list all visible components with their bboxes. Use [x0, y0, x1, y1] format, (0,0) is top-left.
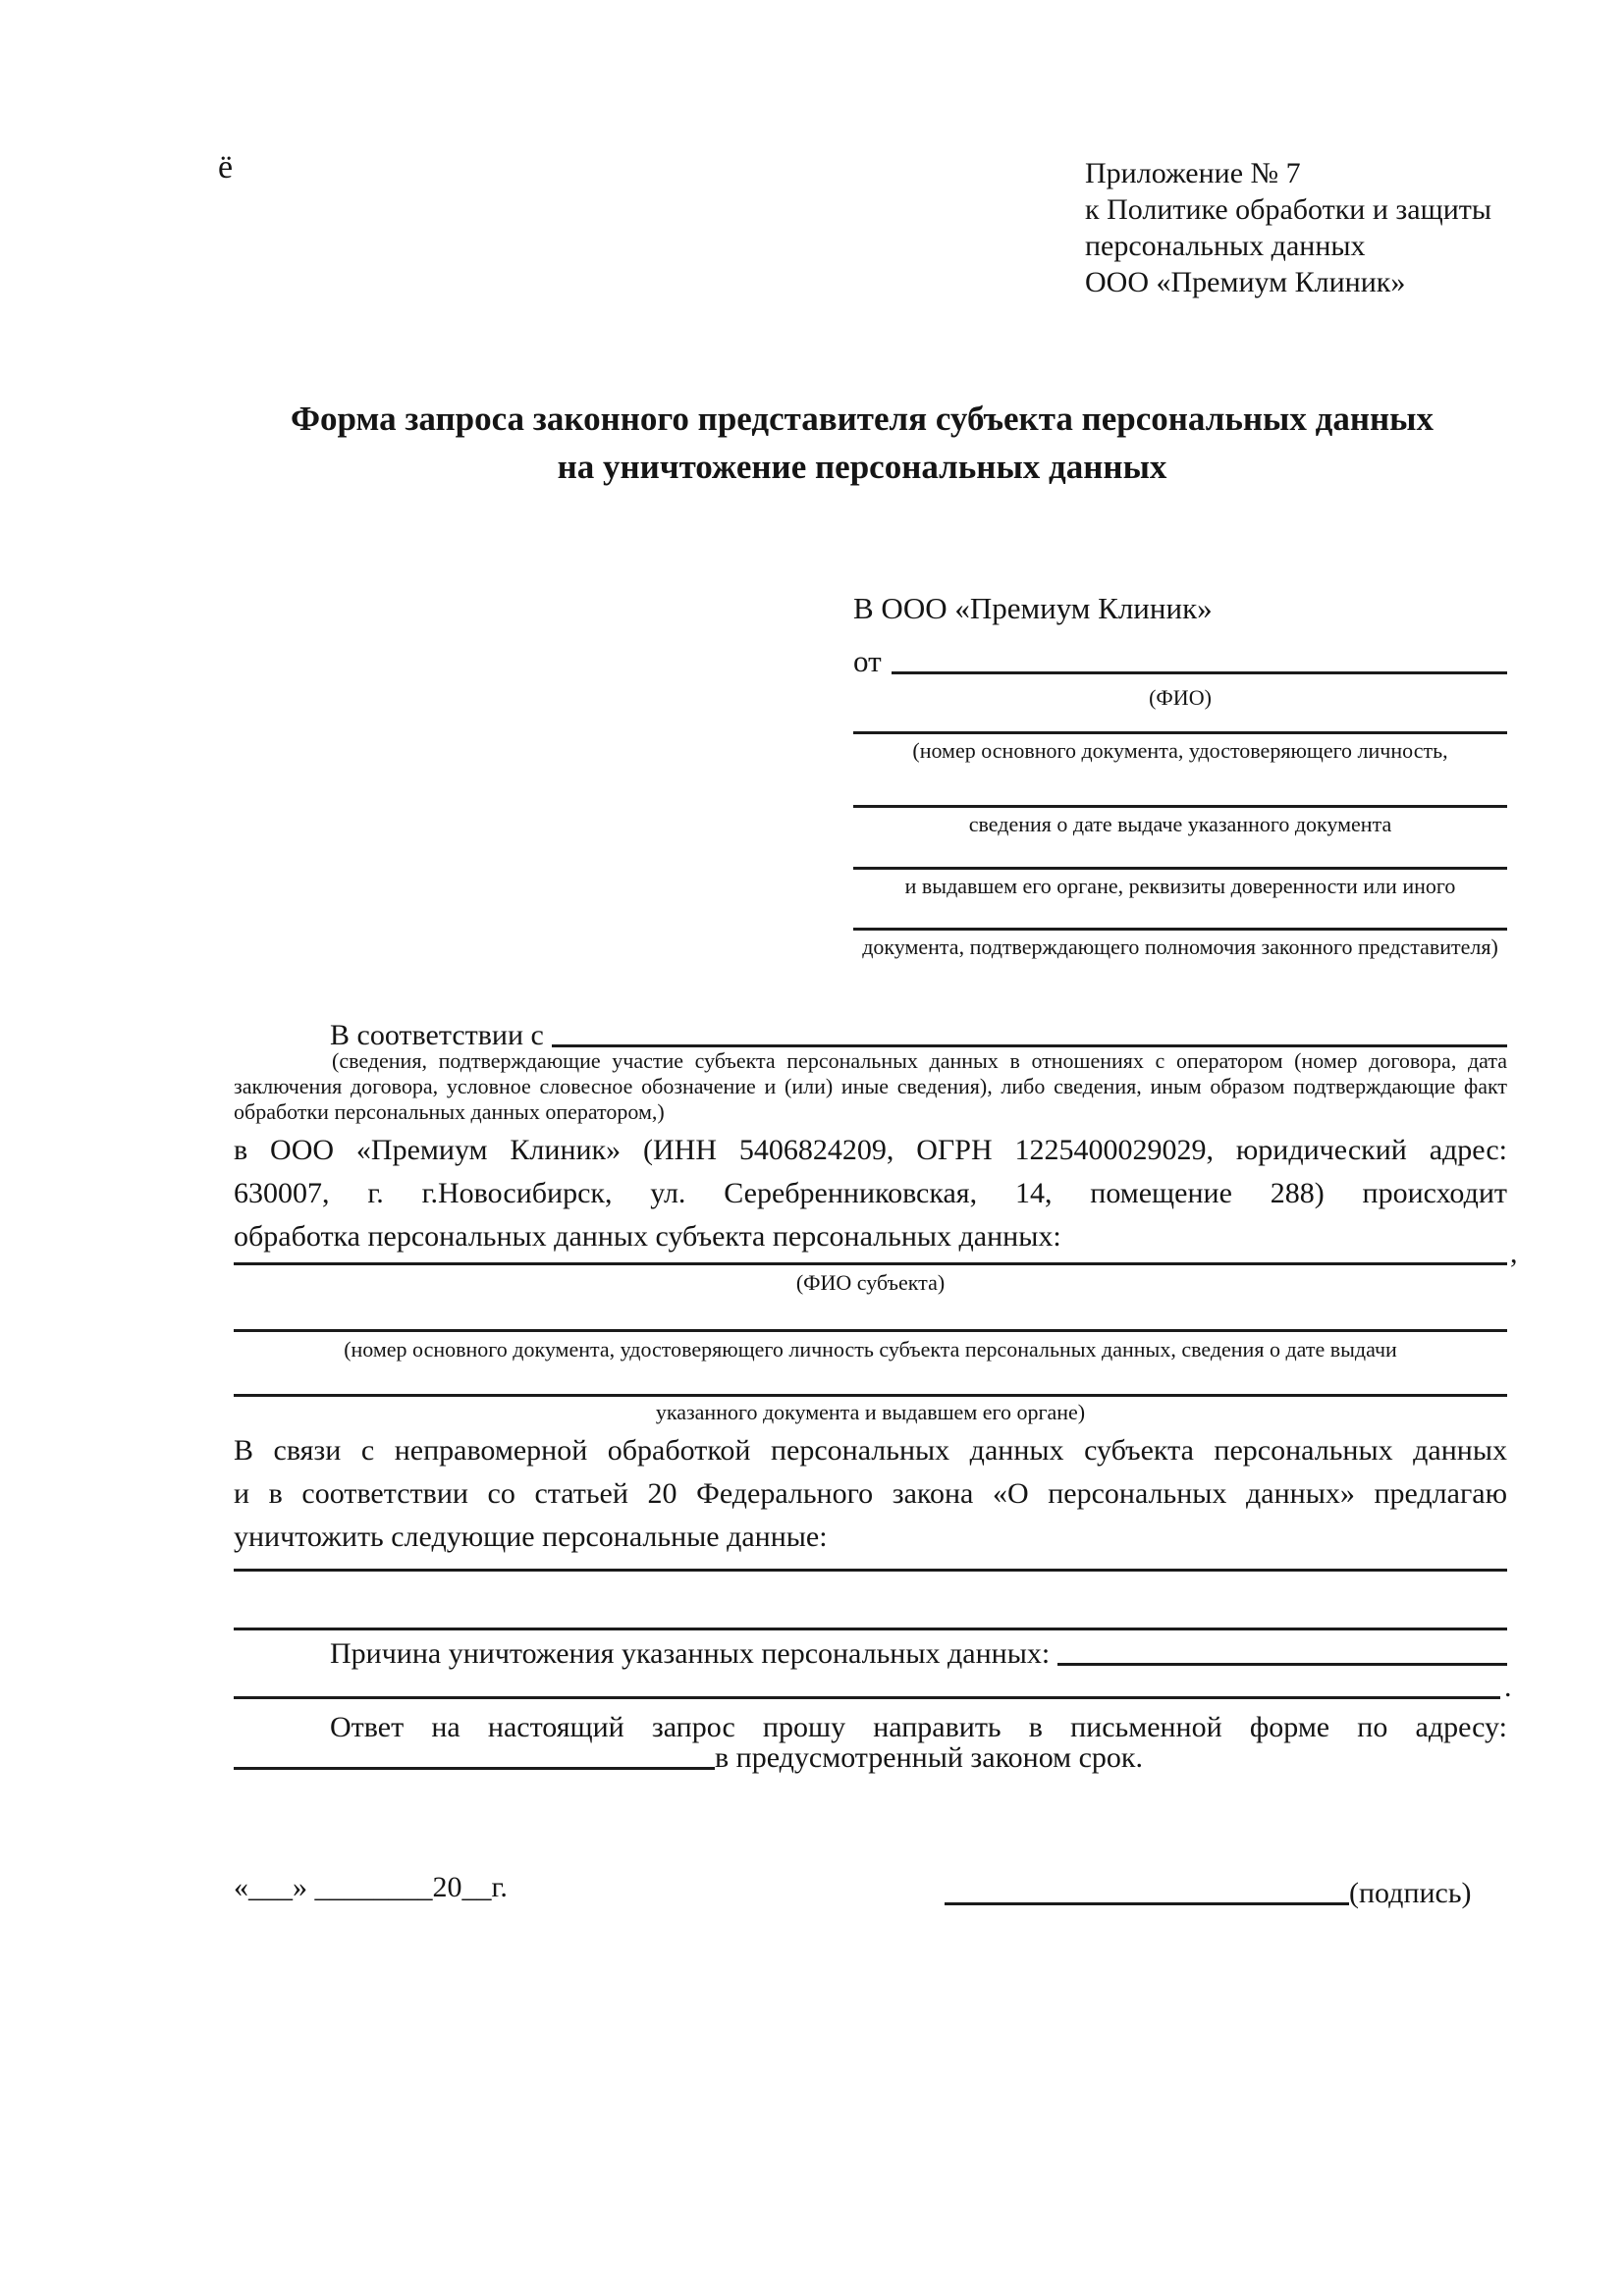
fio-blank-line [892, 671, 1507, 674]
reply-tail: в предусмотренный законом срок. [715, 1741, 1143, 1774]
document-title [175, 395, 1549, 491]
demand-paragraph-line-2: и в соответствии со статьей 20 Федерального закона «О персональных данных» предлагаю [234, 1477, 1507, 1510]
reason-lead: Причина уничтожения указанных персональных данных: [330, 1637, 1051, 1670]
reason-period: . [1504, 1671, 1512, 1703]
subject-doc-caption-1: (номер основного документа, удостоверяющего личность субъекта персональных данных, сведения о дате выдачи [344, 1337, 1397, 1362]
operator-paragraph-line-1: в ООО «Премиум Клиник» (ИНН 5406824209, ОГРН 1225400029029, юридический адрес: [234, 1134, 1507, 1166]
demand-paragraph-line-1: В связи с неправомерной обработкой персональных данных субъекта персональных данных [234, 1434, 1507, 1467]
accordance-row [234, 1011, 1507, 1052]
appendix-block [1085, 155, 1491, 300]
data-blank-line-2 [234, 1592, 1507, 1630]
appendix-line-3: персональных данных [1085, 230, 1366, 262]
rep-doc-caption-2: сведения о дате выдаче указанного документа [853, 805, 1507, 837]
footer-signature-row [945, 1871, 1472, 1910]
from-label: от [853, 644, 882, 678]
footer-date: «___» ________20__г. [234, 1871, 508, 1903]
reason-blank-line-2 [234, 1663, 1500, 1699]
operator-paragraph-line-3: обработка персональных данных субъекта персональных данных: [234, 1220, 1061, 1253]
signature-caption: (подпись) [1349, 1877, 1472, 1909]
subject-doc-blank-line-2 [234, 1362, 1507, 1397]
subject-fio-blank-line [234, 1229, 1507, 1265]
accordance-lead: В соответствии с [330, 1019, 544, 1051]
stray-yo-char: ё [218, 149, 234, 186]
accordance-note: (сведения, подтверждающие участие субъекта персональных данных в отношениях с оператором (номер договора, дата заключения договора, условное словесное обозначение и (или) иные сведения), либо сведения, иным образом подтверждающие факт обработки персональных данных оператором,) [234, 1048, 1507, 1124]
appendix-line-2: к Политике обработки и защиты [1085, 193, 1492, 226]
appendix-line-1: Приложение № 7 [1085, 157, 1301, 189]
operator-paragraph-line-2: 630007, г. г.Новосибирск, ул. Серебренниковская, 14, помещение 288) происходит [234, 1177, 1507, 1209]
accordance-blank-line [552, 1044, 1507, 1047]
data-blank-line-1 [234, 1533, 1507, 1572]
subject-doc-blank-line-1 [234, 1298, 1507, 1332]
demand-paragraph-line-3: уничтожить следующие персональные данные: [234, 1521, 828, 1553]
signature-blank-line [945, 1902, 1349, 1905]
reply-address-blank-line [234, 1767, 715, 1770]
reply-address-row [234, 1739, 1507, 1775]
subject-doc-caption-2: указанного документа и выдавшем его органе) [655, 1400, 1086, 1424]
addressee-to: В ООО «Премиум Клиник» [853, 591, 1213, 625]
subject-fio-caption: (ФИО субъекта) [795, 1270, 946, 1295]
fio-caption: (ФИО) [1149, 685, 1212, 710]
subject-fio-comma: , [1510, 1237, 1518, 1269]
appendix-line-4: ООО «Премиум Клиник» [1085, 266, 1406, 298]
title-line-1: Форма запроса законного представителя субъекта персональных данных [291, 400, 1434, 438]
addressee-from-row [853, 636, 1507, 679]
title-line-2: на уничтожение персональных данных [557, 448, 1167, 486]
rep-doc-caption-4: документа, подтверждающего полномочия законного представителя) [853, 928, 1507, 960]
rep-doc-caption-3: и выдавшем его органе, реквизиты доверенности или иного [853, 867, 1507, 899]
reply-paragraph-line-1: Ответ на настоящий запрос прошу направить в письменной форме по адресу: [330, 1711, 1507, 1743]
rep-doc-caption-1: (номер основного документа, удостоверяющего личность, [853, 731, 1507, 764]
